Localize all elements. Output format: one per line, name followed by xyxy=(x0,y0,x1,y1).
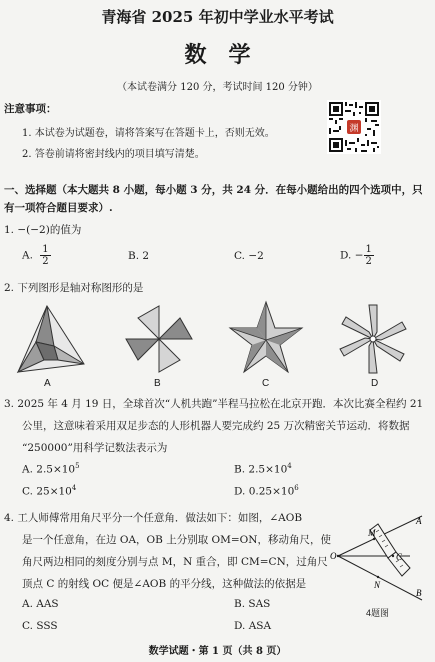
qr-code xyxy=(327,100,381,154)
q3-a-base: A. 2.5×10 xyxy=(22,463,76,476)
q4-figure xyxy=(330,512,430,612)
q3-c-exp: 4 xyxy=(71,484,77,492)
q3-b-base: B. 2.5×10 xyxy=(234,463,288,476)
q3-a-exp: 5 xyxy=(75,462,80,470)
exam-title: 青海省 2025 年初中学业水平考试 xyxy=(101,8,334,26)
q4-line1: 4. 工人师傅常用角尺平分一个任意角．做法如下：如图，∠AOB xyxy=(4,512,303,524)
q3-option-b xyxy=(234,462,292,476)
notes-heading: 注意事项： xyxy=(4,103,57,115)
q1-option-d-fraction xyxy=(364,244,374,267)
q1-stem: 1. −(−2)的值为 xyxy=(4,224,82,236)
q2-figure-a xyxy=(14,302,88,376)
note-item-1: 1. 本试卷为试题卷，请将答案写在答题卡上，否则无效。 xyxy=(22,128,275,139)
q4-label-m: M xyxy=(368,528,376,538)
q3-b-exp: 4 xyxy=(287,462,292,470)
note-item-2: 2. 答卷前请将密封线内的项目填写清楚。 xyxy=(22,149,205,160)
q1-a-den: 2 xyxy=(42,256,49,267)
q3-option-a xyxy=(22,462,80,476)
q3-option-d xyxy=(234,484,299,498)
q1-option-a-fraction xyxy=(40,244,50,267)
q4-option-a: A. AAS xyxy=(22,598,59,610)
q4-line4: 顶点 C 的射线 OC 便是∠AOB 的平分线，这种做法的依据是 xyxy=(22,578,307,590)
q1-option-c: C. −2 xyxy=(234,250,264,262)
q4-label-a: A xyxy=(416,516,422,526)
exam-info: （本试卷满分 120 分，考试时间 120 分钟） xyxy=(117,82,318,93)
page-footer: 数学试题・第 1 页（共 8 页） xyxy=(148,646,287,657)
q4-line3: 角尺两边相同的刻度分别与点 M，N 重合，即 CM=CN，过角尺 xyxy=(22,556,328,568)
q1-option-a xyxy=(22,244,51,267)
section-heading-text: 一、选择题（本大题共 8 小题，每小题 3 分，共 24 分．在每小题给出的四个选项中，只 xyxy=(4,184,423,196)
q1-a-num: 1 xyxy=(42,244,49,255)
section-heading-cont: 有一项符合题目要求）. xyxy=(4,202,113,214)
section-heading xyxy=(4,182,423,197)
q2-label-b: B xyxy=(154,378,161,389)
q3-c-base: C. 25×10 xyxy=(22,485,72,498)
q3-d-exp: 6 xyxy=(294,484,299,492)
q4-figure-caption: 4题图 xyxy=(366,608,390,618)
q3-d-base: D. 0.25×10 xyxy=(234,485,295,498)
q4-label-o: O xyxy=(330,551,337,561)
q4-label-c: C xyxy=(396,552,403,562)
subject-title: 数学 xyxy=(184,42,273,68)
q2-figure-b xyxy=(122,302,196,376)
q1-option-d xyxy=(340,244,374,267)
q4-line2: 是一个任意角，在边 OA，OB 上分别取 OM=ON，移动角尺，使 xyxy=(22,534,331,546)
q2-stem: 2. 下列图形是轴对称图形的是 xyxy=(4,282,144,294)
q1-d-den: 2 xyxy=(365,256,372,267)
q1-option-a-label: A. xyxy=(22,249,33,262)
q2-label-c: C xyxy=(262,378,270,389)
q3-line2: 公里，这意味着采用双足步态的人形机器人要完成约 25 万次精密关节运动．将数据 xyxy=(22,420,410,432)
qr-seal: 渊 xyxy=(349,124,359,134)
q2-label-a: A xyxy=(44,378,51,389)
q3-option-c xyxy=(22,484,76,498)
q1-option-b: B. 2 xyxy=(128,250,150,262)
q3-line1: 3. 2025 年 4 月 19 日，全球首次“人机共跑”半程马拉松在北京开跑．本次比赛全程约 21 xyxy=(4,398,424,410)
q2-figure-c xyxy=(228,300,304,376)
q3-line3: “250000”用科学记数法表示为 xyxy=(22,442,168,454)
q1-d-num: 1 xyxy=(365,244,372,255)
q4-label-n: N xyxy=(374,580,381,590)
q1-option-d-label: D. − xyxy=(340,249,364,262)
q2-figure-d xyxy=(336,302,410,376)
q4-option-b: B. SAS xyxy=(234,598,271,610)
q2-label-d: D xyxy=(371,378,379,389)
q4-option-d: D. ASA xyxy=(234,620,272,632)
q4-option-c: C. SSS xyxy=(22,620,58,632)
q4-label-b: B xyxy=(416,588,422,598)
